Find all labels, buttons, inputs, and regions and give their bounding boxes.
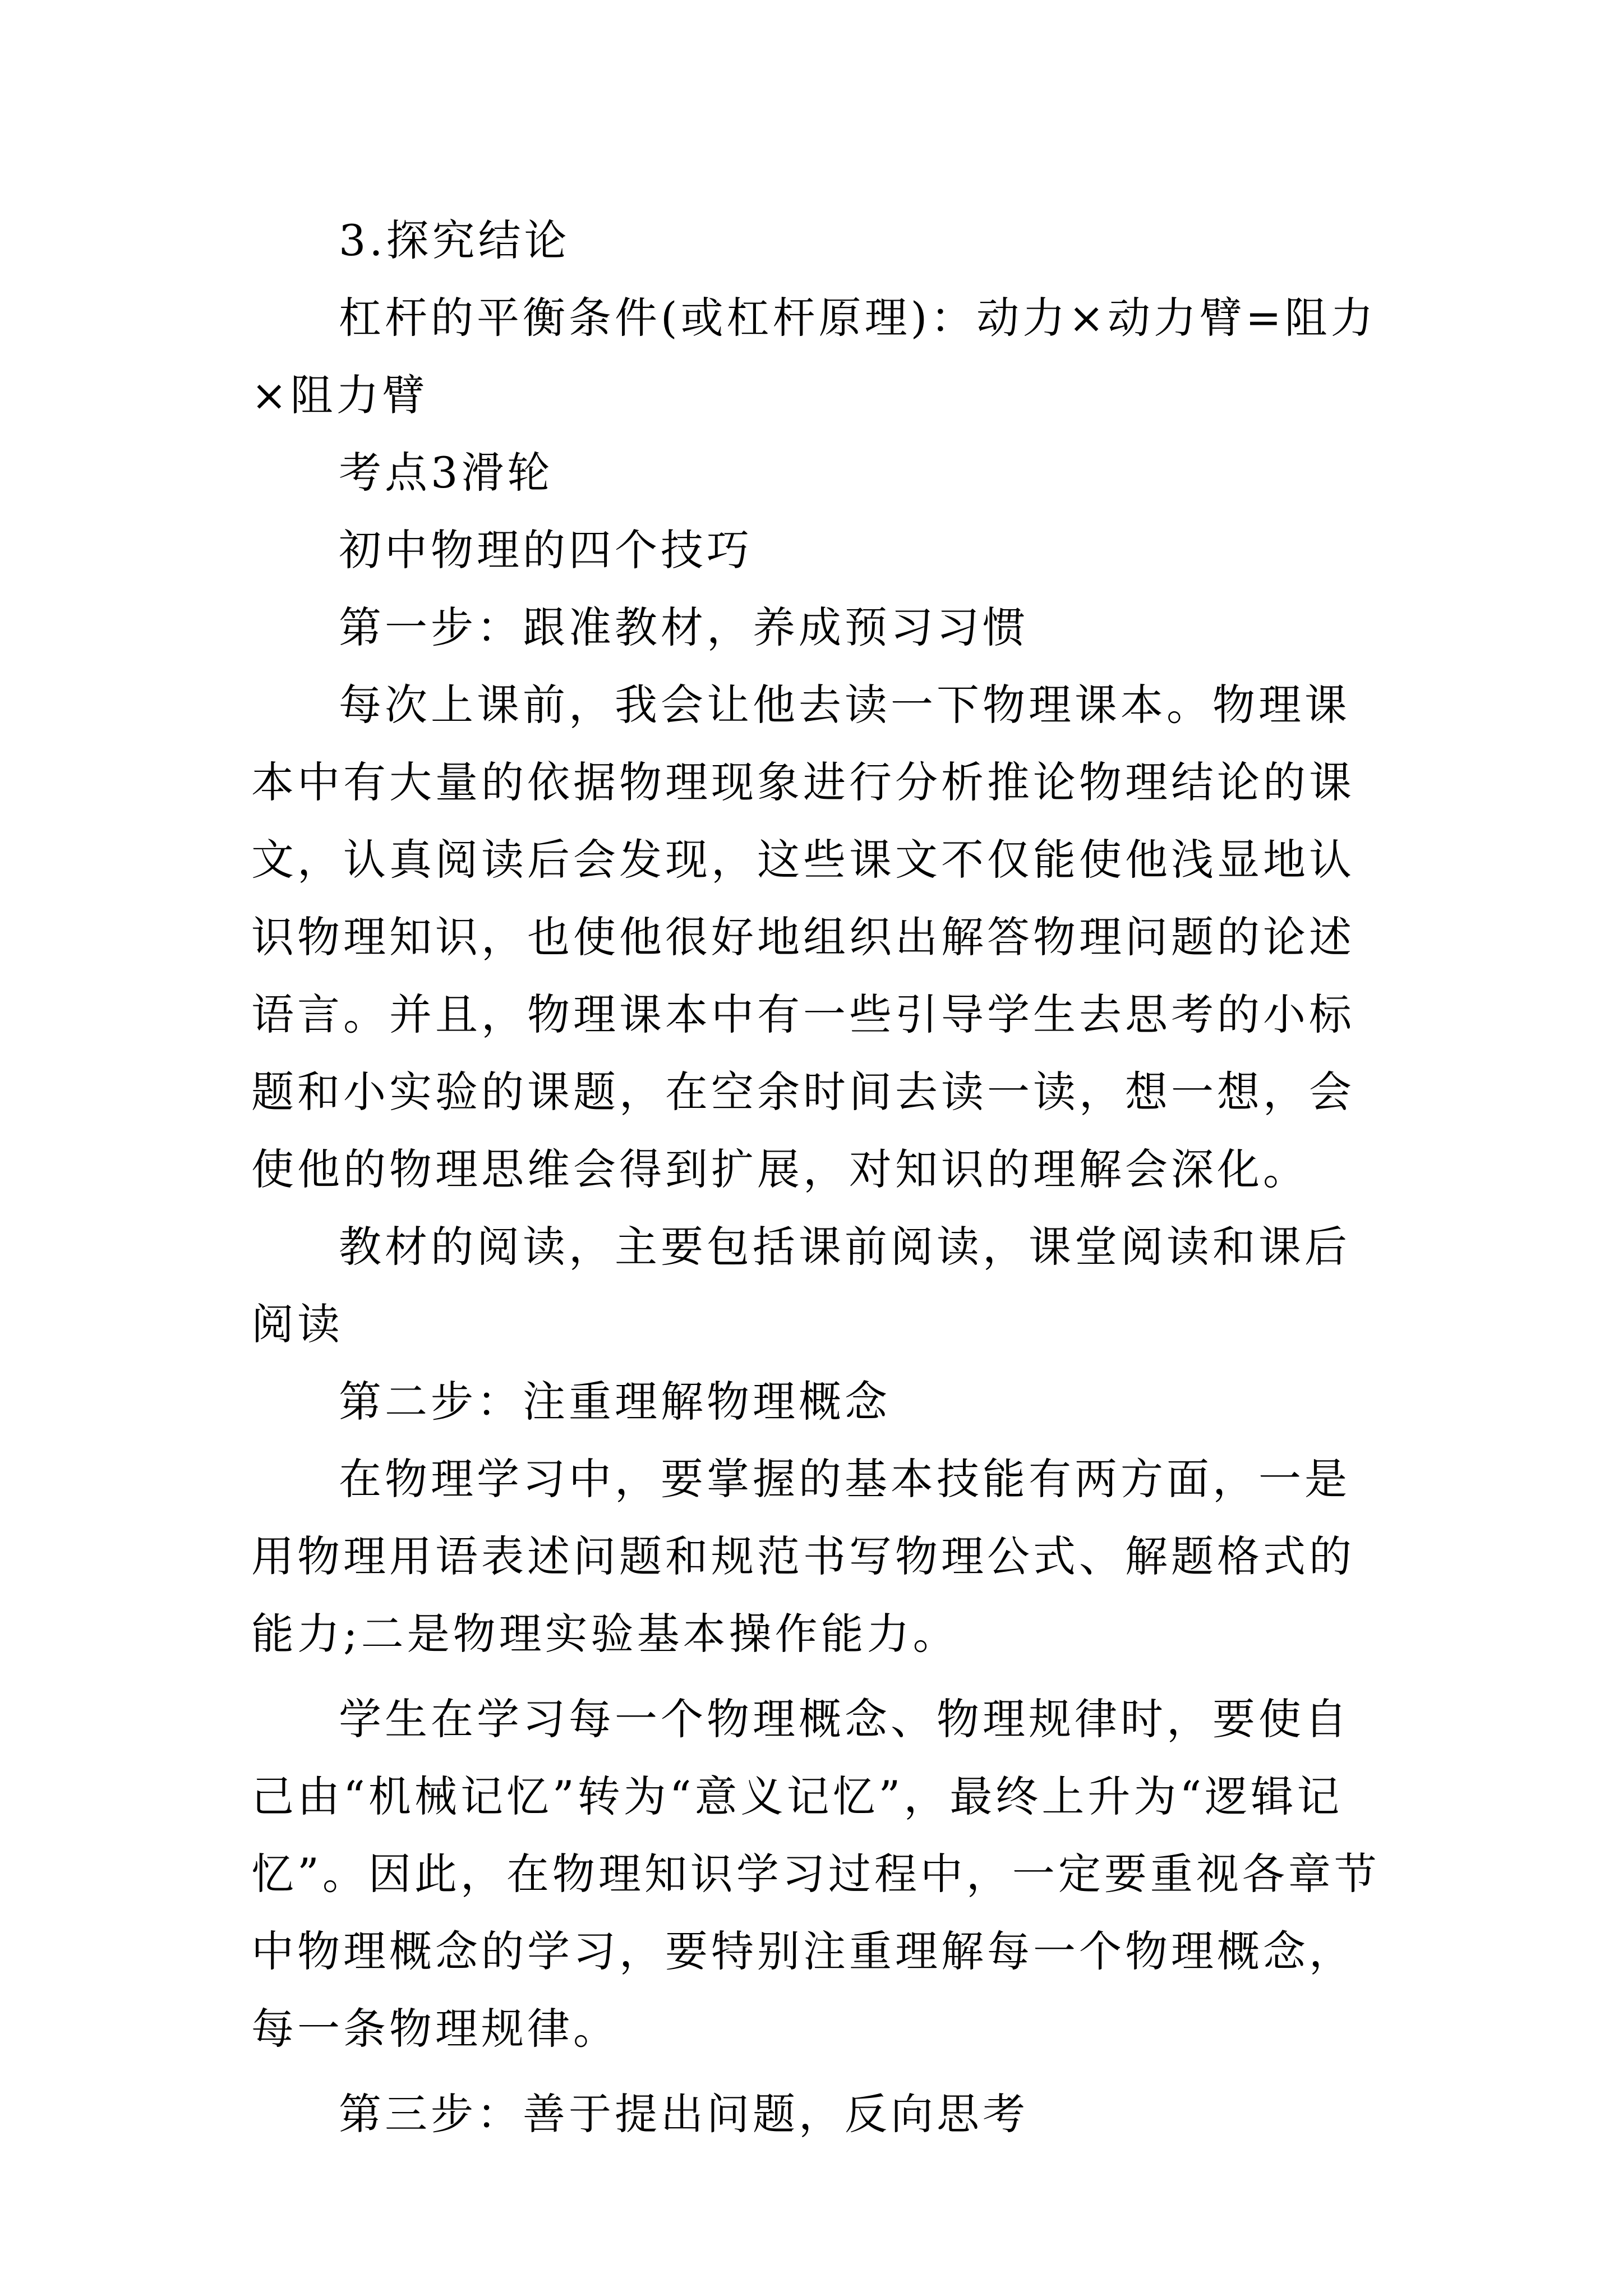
paragraph-step-one-heading: 第一步：跟准教材，养成预习习惯 bbox=[339, 602, 1029, 652]
paragraph-textbook-reading: 教材的阅读，主要包括课前阅读，课堂阅读和课后阅读 bbox=[251, 1222, 1350, 1349]
paragraph-lever-principle: 杠杆的平衡条件(或杠杆原理)：动力×动力臂=阻力×阻力臂 bbox=[251, 293, 1377, 420]
paragraph-step-one-body: 每次上课前，我会让他去读一下物理课本。物理课本中有大量的依据物理现象进行分析推论物理结论的课文，认真阅读后会发现，这些课文不仅能使他浅显地认识物理知识，也使他很好地组织出解答物理问题的论述语言。并且，物理课本中有一些引导学生去思考的小标题和小实验的课题，在空余时间去读一读，想一想，会使他的物理思维会得到扩展，对知识的理解会深化。 bbox=[251, 680, 1355, 1194]
paragraph-memory-concepts: 学生在学习每一个物理概念、物理规律时，要使自己由“机械记忆”转为“意义记忆”，最终上升为“逻辑记忆”。因此，在物理知识学习过程中，一定要重视各章节中物理概念的学习，要特别注重理解每一个物理概念，每一条物理规律。 bbox=[251, 1694, 1380, 2054]
paragraph-four-tips-heading: 初中物理的四个技巧 bbox=[339, 525, 753, 575]
paragraph-conclusion-heading: 3.探究结论 bbox=[339, 215, 570, 265]
document-body bbox=[251, 202, 1384, 2153]
paragraph-pulley-heading: 考点3滑轮 bbox=[339, 448, 554, 498]
paragraph-step-three-heading: 第三步：善于提出问题，反向思考 bbox=[339, 2089, 1029, 2139]
paragraph-step-two-heading: 第二步：注重理解物理概念 bbox=[339, 1377, 891, 1427]
paragraph-basic-skills: 在物理学习中，要掌握的基本技能有两方面，一是用物理用语表述问题和规范书写物理公式、解题格式的能力;二是物理实验基本操作能力。 bbox=[251, 1454, 1355, 1659]
